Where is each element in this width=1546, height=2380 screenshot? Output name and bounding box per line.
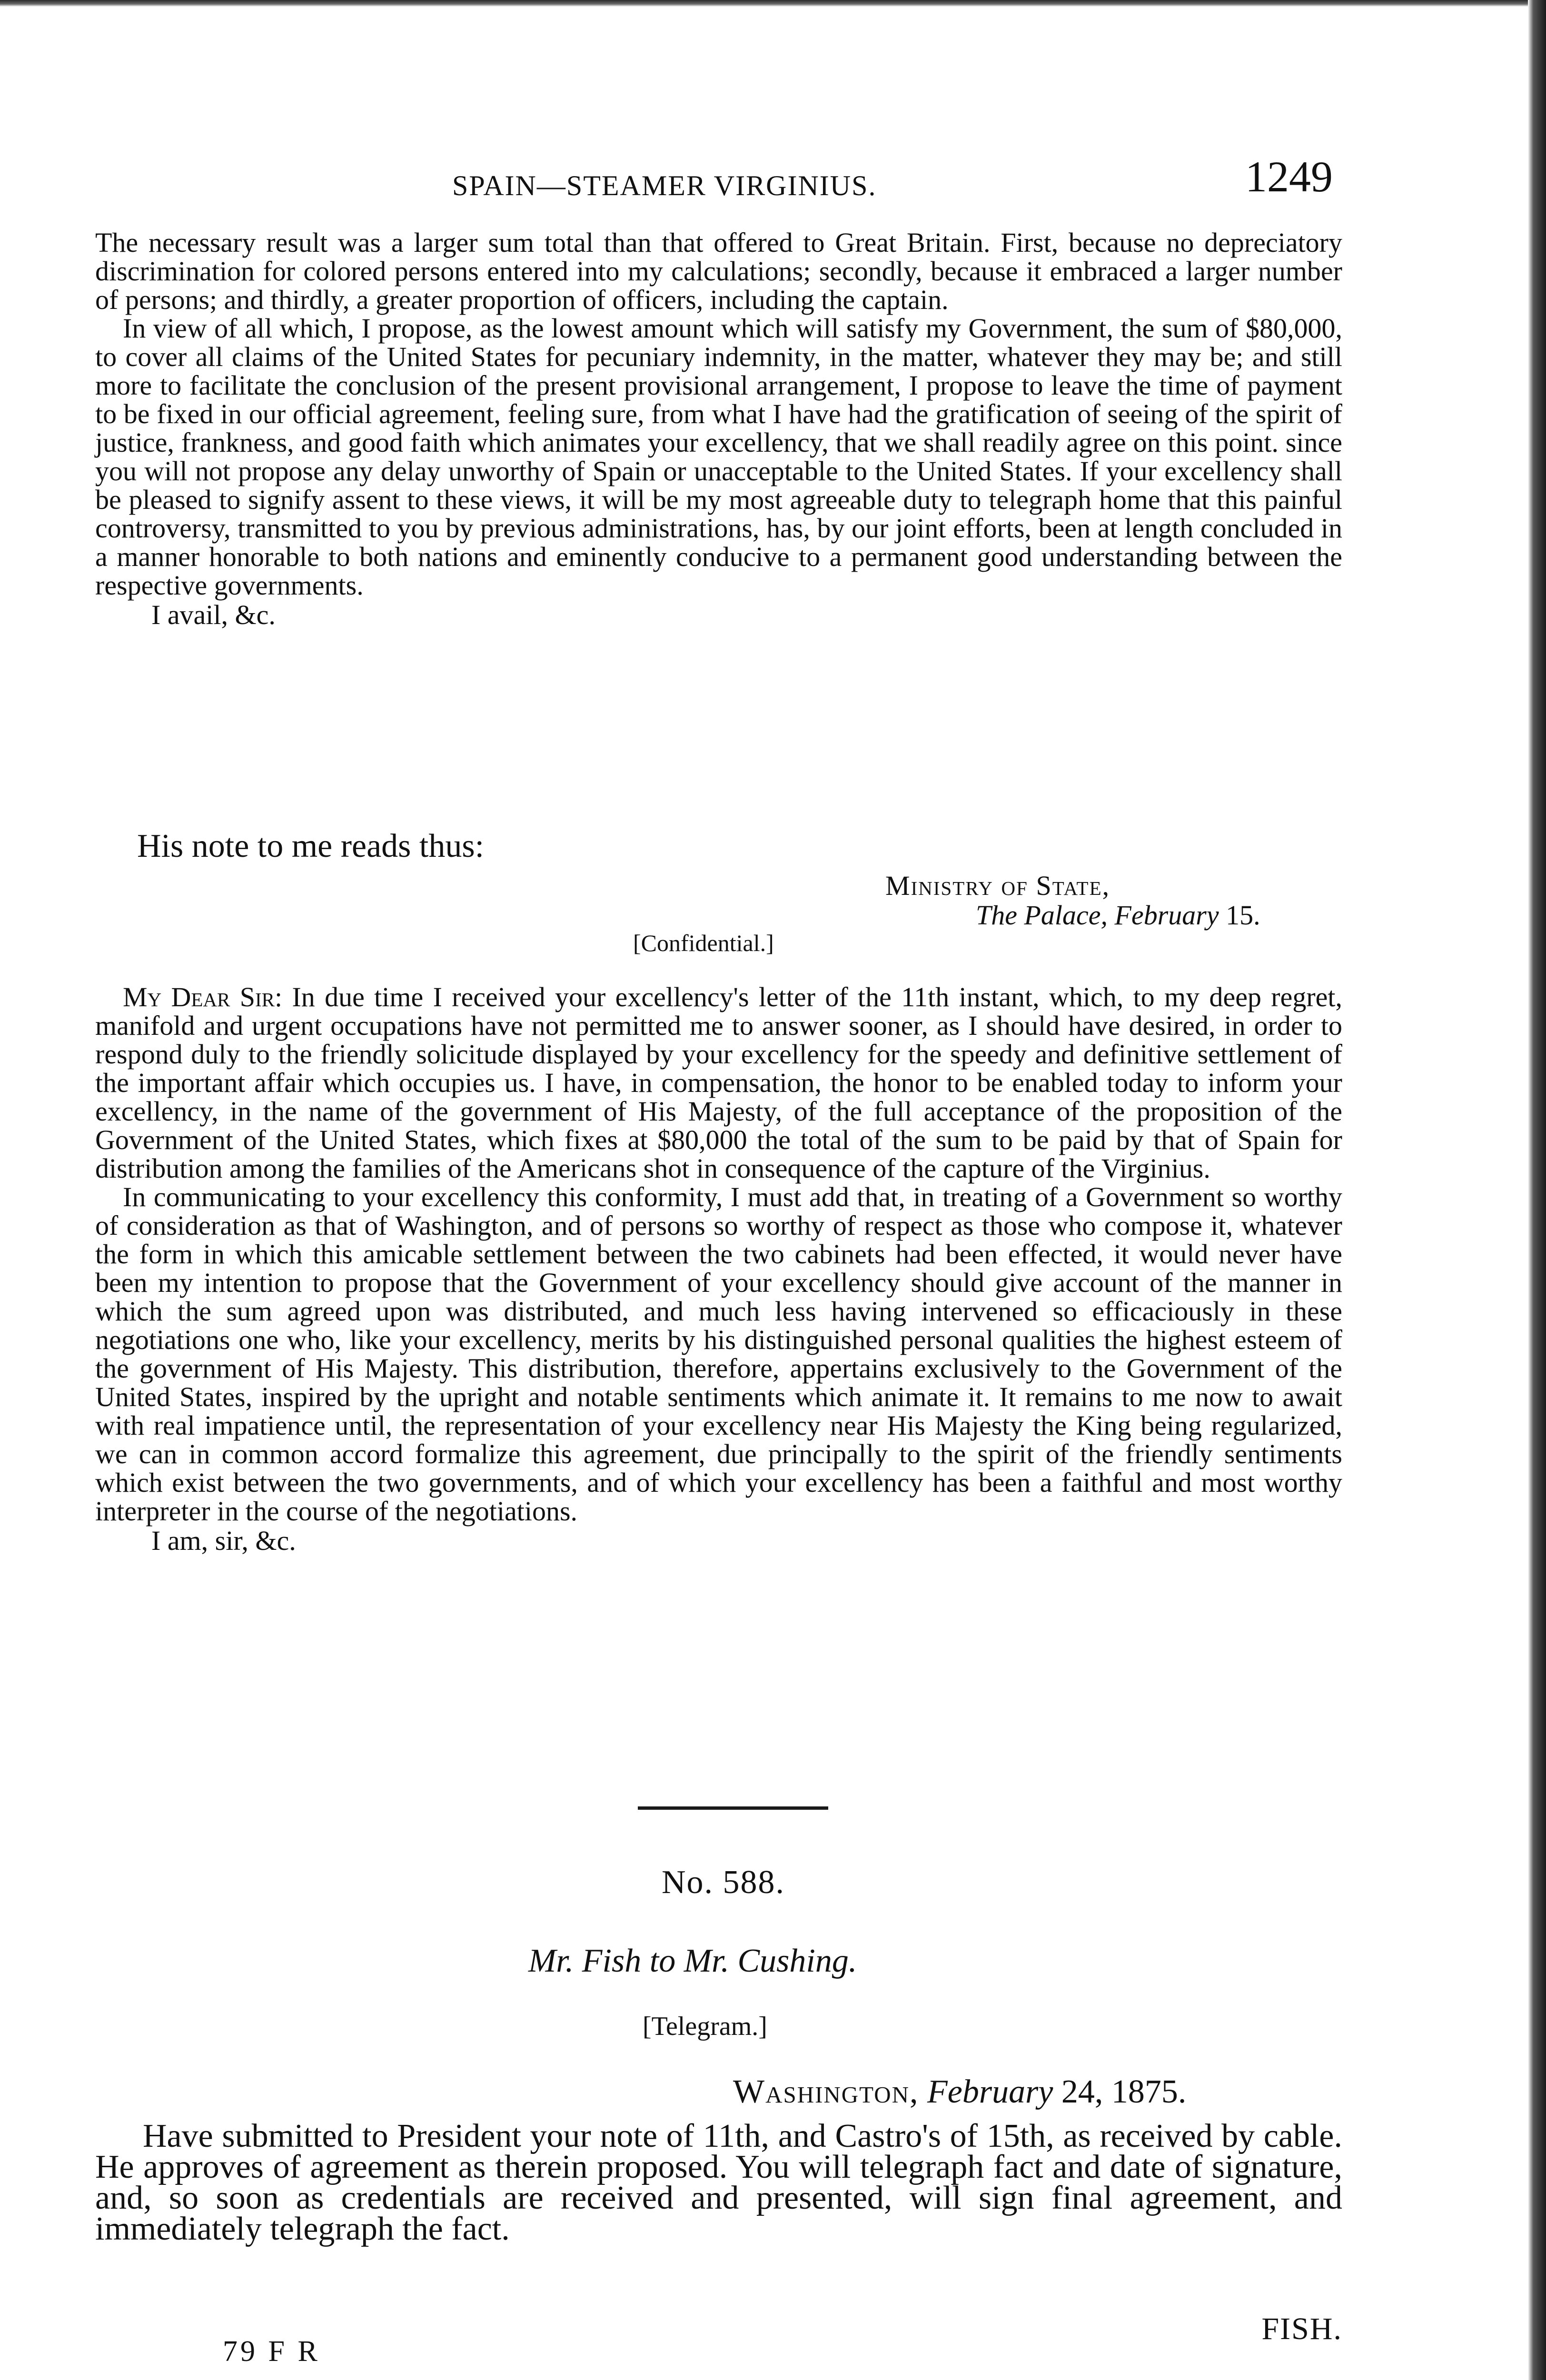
document-heading: Mr. Fish to Mr. Cushing. [528, 1943, 857, 1979]
reply-closing: I am, sir, &c. [151, 1525, 296, 1556]
confidential-marking: [Confidential.] [633, 930, 774, 956]
letter-closing: I avail, &c. [151, 599, 276, 630]
paragraph: The necessary result was a larger sum total than that offered to Great Britain. First, because no depreciatory discrimination for colored persons entered into my calculations; secondly, because it embraced a larger number of persons; and thirdly, a greater proportion of officers, including the captain. [95, 227, 1342, 315]
reply-date [885, 901, 1342, 930]
printer-signature-mark: 79 F R [223, 2335, 320, 2368]
telegram-body [95, 2118, 1342, 2247]
reply-day: 15. [1226, 900, 1260, 931]
telegram-month: February [927, 2073, 1053, 2110]
reply-dateline [885, 871, 1342, 930]
page-number: 1249 [1245, 152, 1333, 201]
paragraph: Have submitted to President your note of 11th, and Castro's of 15th, as received by cable. He approves of agreement as therein proposed. You will telegraph fact and date of signature, and, so soon as credentials are received and presented, will sign final agreement, and immediately telegraph the fact. [95, 2118, 1342, 2247]
reply-note [95, 983, 1342, 1555]
ministry-of-state: Ministry of State, [885, 870, 1110, 901]
reply-place: The Palace, February [976, 900, 1219, 931]
telegram-date: 24, 1875. [1061, 2073, 1187, 2110]
paragraph-text: In due time I received your excellency's letter of the 11th instant, which, to my deep regret, manifold and urgent occupations have not permitted me to answer sooner, as I should have desired, in order to respond duly to the friendly solicitude displayed by your excellency for the speedy and definitive settlement of the important affair which occupies us. I have, in compensation, the honor to be enabled today to inform your excellency, in the name of the government of His Majesty, of the full acceptance of the proposition of the Government of the United States, which fixes at $80,000 the total of the sum to be paid by that of Spain for distribution among the families of the Americans shot in consequence of the capture of the Virginius. [95, 982, 1343, 1184]
scan-right-edge [1528, 0, 1546, 2380]
paragraph [95, 983, 1342, 1183]
telegram-marking: [Telegram.] [643, 2012, 767, 2041]
section-divider [638, 1806, 828, 1810]
document-number: No. 588. [662, 1864, 785, 1901]
running-head [95, 151, 1342, 204]
letter-continuation [95, 228, 1342, 629]
paragraph: In view of all which, I propose, as the lowest amount which will satisfy my Government, the sum of $80,000, to cover all claims of the United States for pecuniary indemnity, in the matter, whatever they may be; and still more to facilitate the conclusion of the present provisional arrangement, I propose to leave the time of payment to be fixed in our official agreement, feeling sure, from what I have had the gratification of seeing of the spirit of justice, frankness, and good faith which animates your excellency, that we shall readily agree on this point. since you will not propose any delay unworthy of Spain or unacceptable to the United States. If your excellency shall be pleased to signify assent to these views, it will be my most agreeable duty to telegraph home that this painful controversy, transmitted to you by previous administrations, has, by our joint efforts, been at length concluded in a manner honorable to both nations and eminently conducive to a permanent good understanding between the respective governments. [95, 313, 1342, 601]
telegram-signature: FISH. [1261, 2311, 1342, 2346]
note-intro: His note to me reads thus: [137, 828, 485, 864]
telegram-place: Washington, [733, 2073, 919, 2110]
salutation: My Dear Sir: [123, 982, 283, 1012]
telegram-dateline [733, 2073, 1186, 2111]
document-page [95, 0, 1352, 2380]
running-title: SPAIN—STEAMER VIRGINIUS. [452, 170, 877, 201]
paragraph: In communicating to your excellency this conformity, I must add that, in treating of a Government so worthy of consideration as that of Washington, and of persons so worthy of respect as those who compose it, whatever the form in which this amicable settlement between the two cabinets had been effected, it would never have been my intention to propose that the Government of your excellency should give account of the manner in which the sum agreed upon was distributed, and much less having intervened so efficaciously in these negotiations one who, like your excellency, merits by his distinguished personal qualities the highest esteem of the government of His Majesty. This distribution, therefore, appertains exclusively to the Government of the United States, inspired by the upright and notable sentiments which animate it. It remains to me now to await with real impatience until, the representation of your excellency near His Majesty the King being regularized, we can in common accord formalize this agreement, due principally to the spirit of the friendly sentiments which exist between the two governments, and of which your excellency has been a faithful and most worthy interpreter in the course of the negotiations. [95, 1181, 1342, 1527]
